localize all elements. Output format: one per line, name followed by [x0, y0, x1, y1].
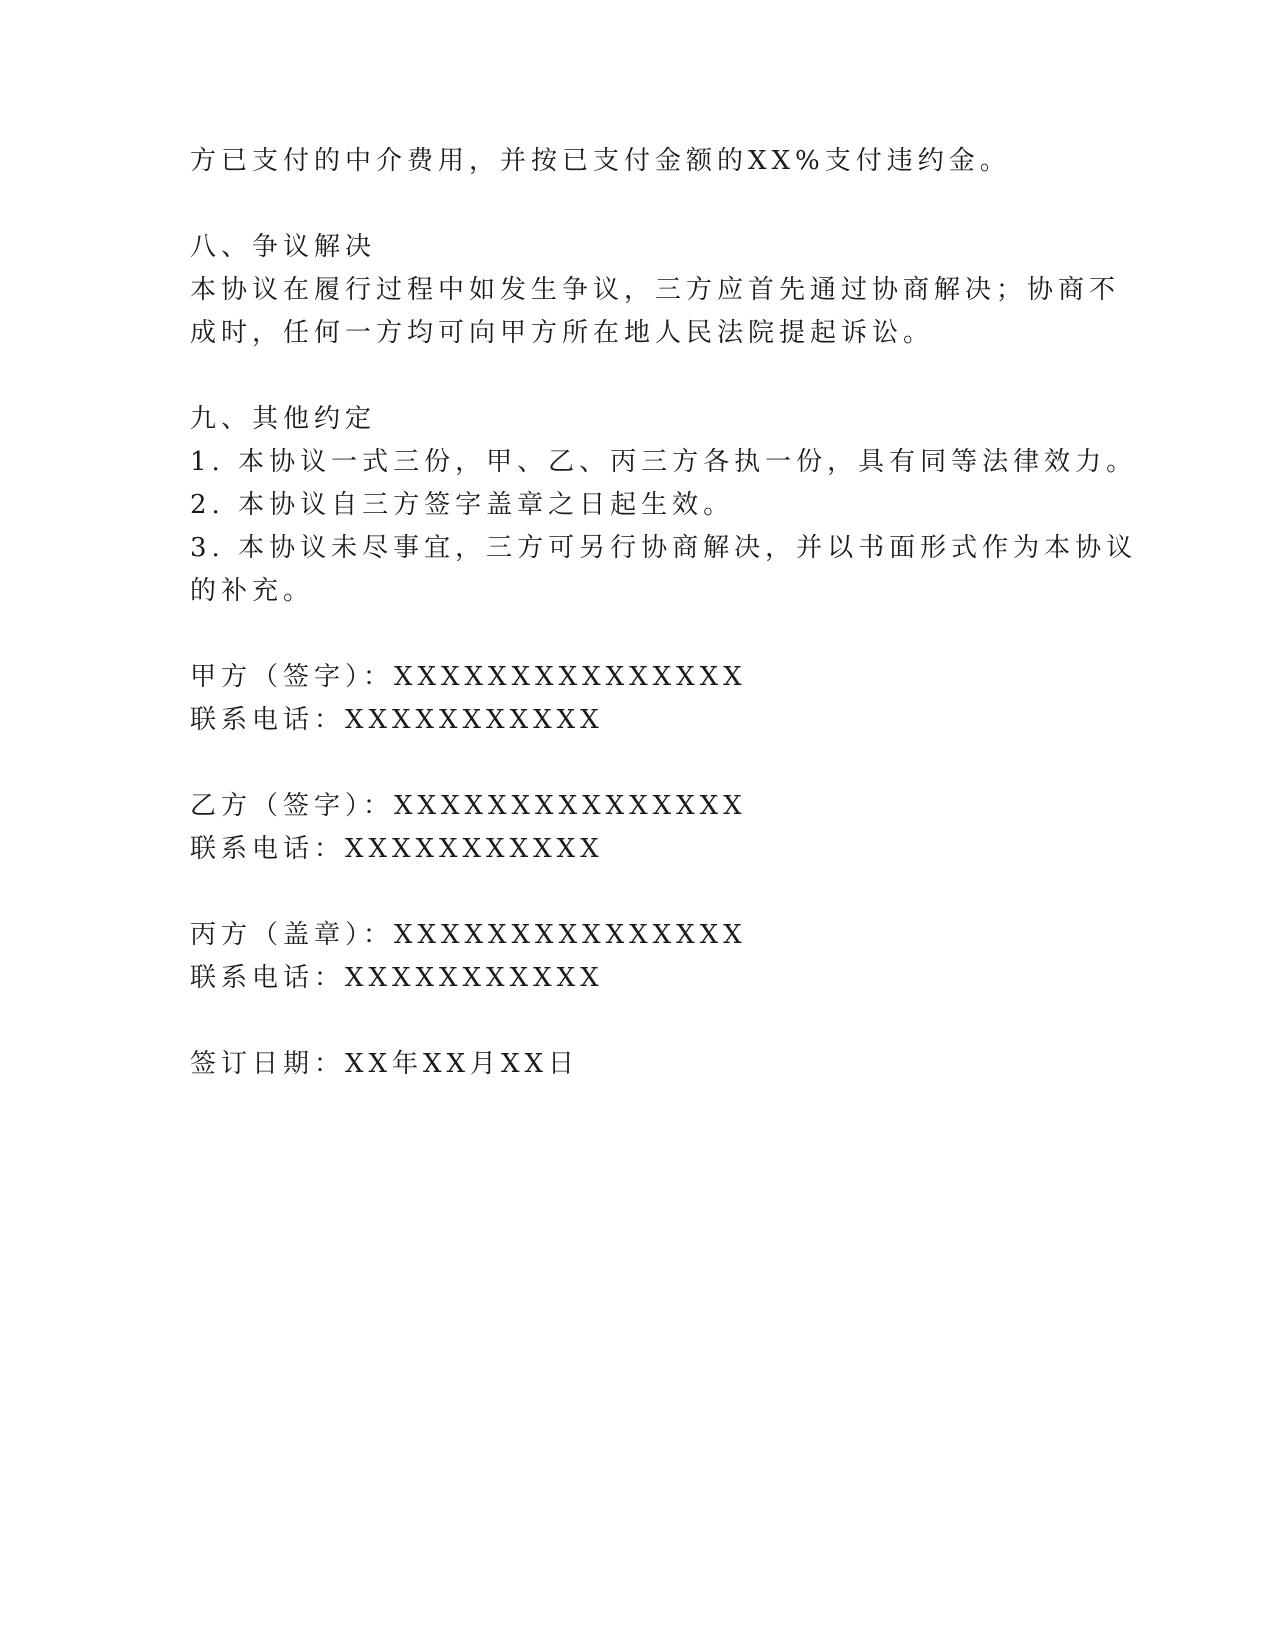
section8-text-line1: 本协议在履行过程中如发生争议，三方应首先通过协商解决；协商不	[190, 275, 1121, 305]
spacer	[190, 355, 1090, 398]
spacer	[190, 871, 1090, 914]
spacer	[190, 613, 1090, 656]
section9-item2: 2. 本协议自三方签字盖章之日起生效。	[190, 490, 735, 520]
spacer	[190, 742, 1090, 785]
section8-text-line2: 成时，任何一方均可向甲方所在地人民法院提起诉讼。	[190, 318, 935, 348]
document-page	[190, 140, 1138, 1086]
spacer	[190, 1000, 1090, 1043]
party-c-phone: 联系电话：XXXXXXXXXXX	[190, 963, 604, 993]
party-a-phone: 联系电话：XXXXXXXXXXX	[190, 705, 604, 735]
party-b-signature: 乙方（签字）：XXXXXXXXXXXXXXX	[190, 791, 747, 821]
party-c-seal: 丙方（盖章）：XXXXXXXXXXXXXXX	[190, 920, 747, 950]
section9-item3-line2: 的补充。	[190, 576, 315, 606]
signing-date: 签订日期：XX年XX月XX日	[190, 1049, 580, 1079]
party-a-signature: 甲方（签字）：XXXXXXXXXXXXXXX	[190, 662, 747, 692]
section8-heading: 八、争议解决	[190, 232, 377, 262]
party-b-phone: 联系电话：XXXXXXXXXXX	[190, 834, 604, 864]
section9-item1: 1. 本协议一式三份，甲、乙、丙三方各执一份，具有同等法律效力。	[190, 447, 1138, 477]
section9-heading: 九、其他约定	[190, 404, 377, 434]
intro-line: 方已支付的中介费用，并按已支付金额的XX%支付违约金。	[190, 146, 1011, 176]
section9-item3-line1: 3. 本协议未尽事宜，三方可另行协商解决，并以书面形式作为本协议	[190, 533, 1138, 563]
spacer	[190, 183, 1090, 226]
